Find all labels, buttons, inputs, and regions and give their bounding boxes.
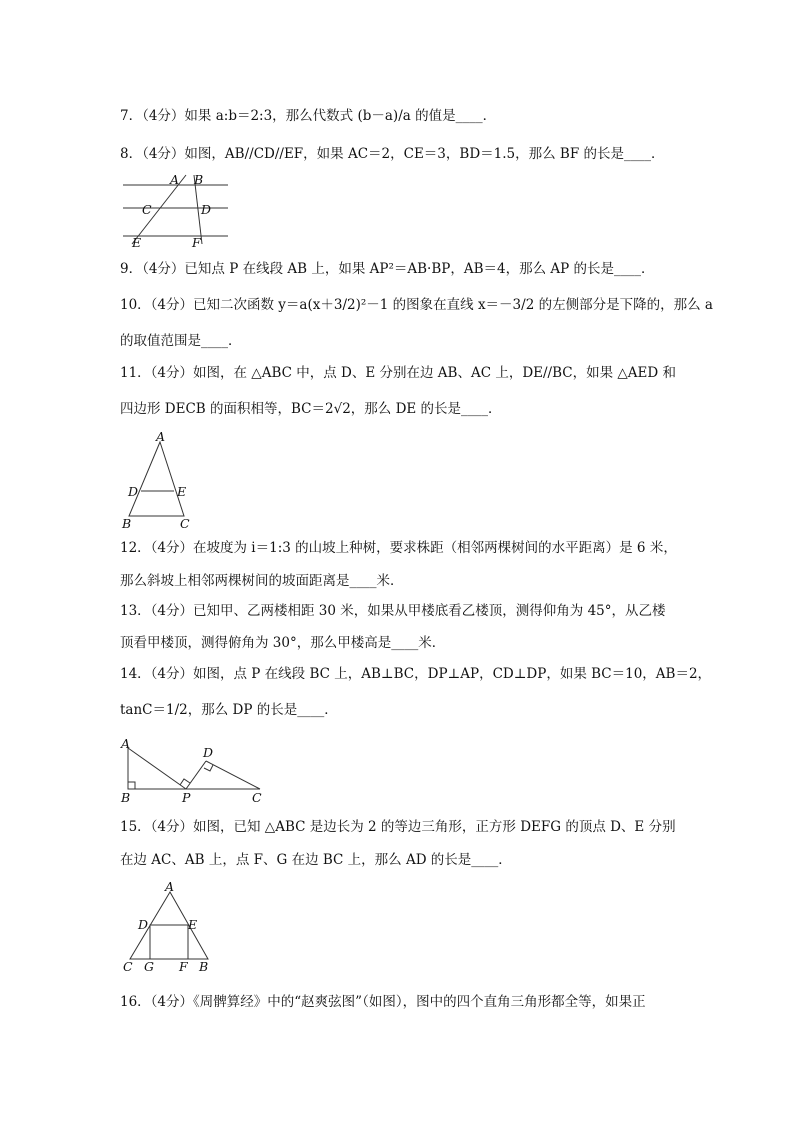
problem-15-line2: 在边 AC、AB 上，点 F、G 在边 BC 上，那么 AD 的长是____． [120,852,512,868]
figure-parallel-lines [118,172,233,250]
label-C: C [180,516,190,531]
problem-7: 7．（4分）如果 a:b＝2:3，那么代数式 (b－a)/a 的值是____． [120,108,497,124]
label-E: E [132,235,142,250]
label-C: C [142,202,152,217]
problem-11-line2: 四边形 DECB 的面积相等，BC＝2√2，那么 DE 的长是____． [120,401,502,417]
label-B: B [199,959,209,974]
label-D: D [203,745,214,760]
problem-13-line2: 顶看甲楼顶，测得俯角为 30°，那么甲楼高是____米． [120,635,446,651]
problem-11-line1: 11．（4分）如图，在 △ABC 中，点 D、E 分别在边 AB、AC 上，DE//BC，如果 △AED 和 [120,365,676,381]
label-C: C [252,790,262,805]
label-C: C [123,959,133,974]
label-E: E [177,484,187,499]
label-A: A [165,880,175,894]
label-D: D [201,202,212,217]
label-A: A [156,430,166,444]
label-B: B [122,516,132,531]
problem-16-line1: 16．（4分）《周髀算经》中的“赵爽弦图”（如图），图中的四个直角三角形都全等，如果正 [120,994,646,1010]
figure-14 [118,736,268,806]
label-A: A [170,172,180,187]
problem-14-line2: tanC＝1/2，那么 DP 的长是____． [120,702,338,718]
label-B: B [121,790,131,805]
label-G: G [144,959,154,974]
label-D: D [138,917,149,932]
label-B: B [194,172,204,187]
label-E: E [188,917,198,932]
problem-10-line1: 10．（4分）已知二次函数 y＝a(x＋3/2)²－1 的图象在直线 x＝－3/2 的左侧部分是下降的，那么 a [120,297,713,313]
problem-10-line2: 的取值范围是____． [120,333,242,349]
problem-14-line1: 14．（4分）如图，点 P 在线段 BC 上，AB⊥BC，DP⊥AP，CD⊥DP，如果 BC＝10，AB＝2， [120,666,712,682]
problem-9: 9．（4分）已知点 P 在线段 AB 上，如果 AP²＝AB·BP，AB＝4，那么 AP 的长是____． [120,261,655,277]
problem-12-line2: 那么斜坡上相邻两棵树间的坡面距离是____米． [120,573,404,589]
problem-15-line1: 15．（4分）如图，已知 △ABC 是边长为 2 的等边三角形，正方形 DEFG 的顶点 D、E 分别 [120,819,676,835]
label-A: A [121,736,131,751]
problem-13-line1: 13．（4分）已知甲、乙两楼相距 30 米，如果从甲楼底看乙楼顶，测得仰角为 45°，从乙楼 [120,603,666,619]
figure-15 [118,880,216,974]
problem-12-line1: 12．（4分）在坡度为 i＝1:3 的山坡上种树，要求株距（相邻两棵树间的水平距离）是 6 米， [120,540,677,556]
label-D: D [128,484,139,499]
problem-8: 8．（4分）如图，AB//CD//EF，如果 AC＝2，CE＝3，BD＝1.5，那么 BF 的长是____． [120,146,665,162]
label-F: F [192,235,201,250]
figure-triangle-11 [118,430,198,532]
label-P: P [182,790,191,805]
label-F: F [179,959,188,974]
